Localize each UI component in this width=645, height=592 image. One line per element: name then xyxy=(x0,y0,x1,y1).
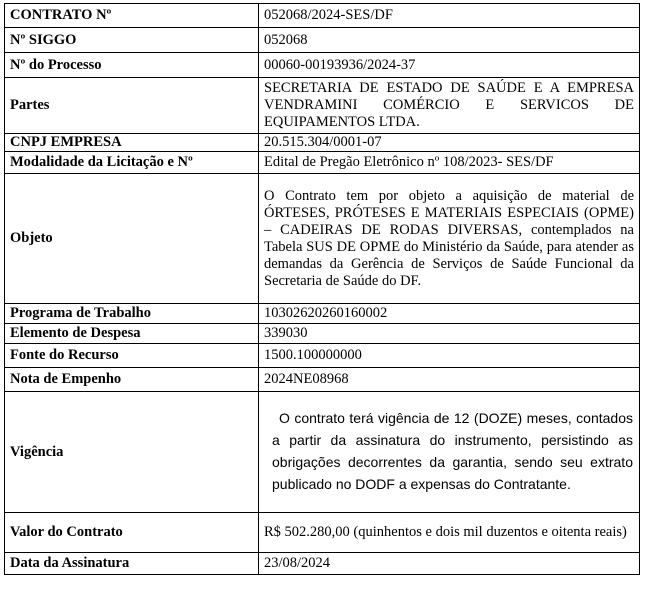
table-row xyxy=(5,368,640,392)
row-value-cnpj: 20.515.304/0001-07 xyxy=(259,134,640,152)
row-label-empenho: Nota de Empenho xyxy=(5,368,259,392)
row-value-data: 23/08/2024 xyxy=(259,553,640,575)
row-value-programa: 10302620260160002 xyxy=(259,304,640,324)
row-value-partes: SECRETARIA DE ESTADO DE SAÚDE E A EMPRESA VENDRAMINI COMÉRCIO E SERVICOS DE EQUIPAMENTOS LTDA. xyxy=(259,78,640,134)
contract-extract-table xyxy=(4,3,640,575)
row-value-fonte: 1500.100000000 xyxy=(259,344,640,368)
table-row xyxy=(5,134,640,152)
row-value-empenho: 2024NE08968 xyxy=(259,368,640,392)
table-row xyxy=(5,304,640,324)
row-label-fonte: Fonte do Recurso xyxy=(5,344,259,368)
table-row xyxy=(5,553,640,575)
row-label-partes: Partes xyxy=(5,78,259,134)
row-label-modalidade: Modalidade da Licitação e Nº xyxy=(5,152,259,174)
table-row xyxy=(5,152,640,174)
row-value-vigencia: O contrato terá vigência de 12 (DOZE) meses, contados a partir da assinatura do instrumento, persistindo as obrigações decorrentes da garantia, sendo seu extrato publicado no DODF a expensas do Contratante. xyxy=(272,410,633,492)
row-label-cnpj: CNPJ EMPRESA xyxy=(5,134,259,152)
table-row xyxy=(5,78,640,134)
table-row xyxy=(5,324,640,344)
row-label-programa: Programa de Trabalho xyxy=(5,304,259,324)
row-label-objeto: Objeto xyxy=(5,174,259,304)
table-row xyxy=(5,513,640,553)
table-row xyxy=(5,4,640,28)
table-row xyxy=(5,53,640,78)
row-label-processo: Nº do Processo xyxy=(5,53,259,78)
row-value-processo: 00060-00193936/2024-37 xyxy=(259,53,640,78)
row-value-modalidade: Edital de Pregão Eletrônico nº 108/2023- SES/DF xyxy=(259,152,640,174)
table-row xyxy=(5,28,640,53)
table-row xyxy=(5,174,640,304)
row-value-elemento: 339030 xyxy=(259,324,640,344)
row-label-vigencia: Vigência xyxy=(5,392,259,513)
row-label-data: Data da Assinatura xyxy=(5,553,259,575)
table-row xyxy=(5,392,640,513)
row-label-siggo: Nº SIGGO xyxy=(5,28,259,53)
row-value-objeto: O Contrato tem por objeto a aquisição de material de ÓRTESES, PRÓTESES E MATERIAIS ESPECIAIS (OPME) – CADEIRAS DE RODAS DIVERSAS, contemplados na Tabela SUS DE OPME do Ministério da Saúde, para atender as demandas da Gerência de Serviços de Saúde Funcional da Secretaria de Saúde do DF. xyxy=(259,174,640,304)
table-row xyxy=(5,344,640,368)
row-label-valor: Valor do Contrato xyxy=(5,513,259,553)
row-value-contrato: 052068/2024-SES/DF xyxy=(259,4,640,28)
row-value-siggo: 052068 xyxy=(259,28,640,53)
row-value-valor: R$ 502.280,00 (quinhentos e dois mil duzentos e oitenta reais) xyxy=(259,513,640,553)
row-label-contrato: CONTRATO Nº xyxy=(5,4,259,28)
row-label-elemento: Elemento de Despesa xyxy=(5,324,259,344)
row-value-vigencia-cell xyxy=(259,392,640,513)
